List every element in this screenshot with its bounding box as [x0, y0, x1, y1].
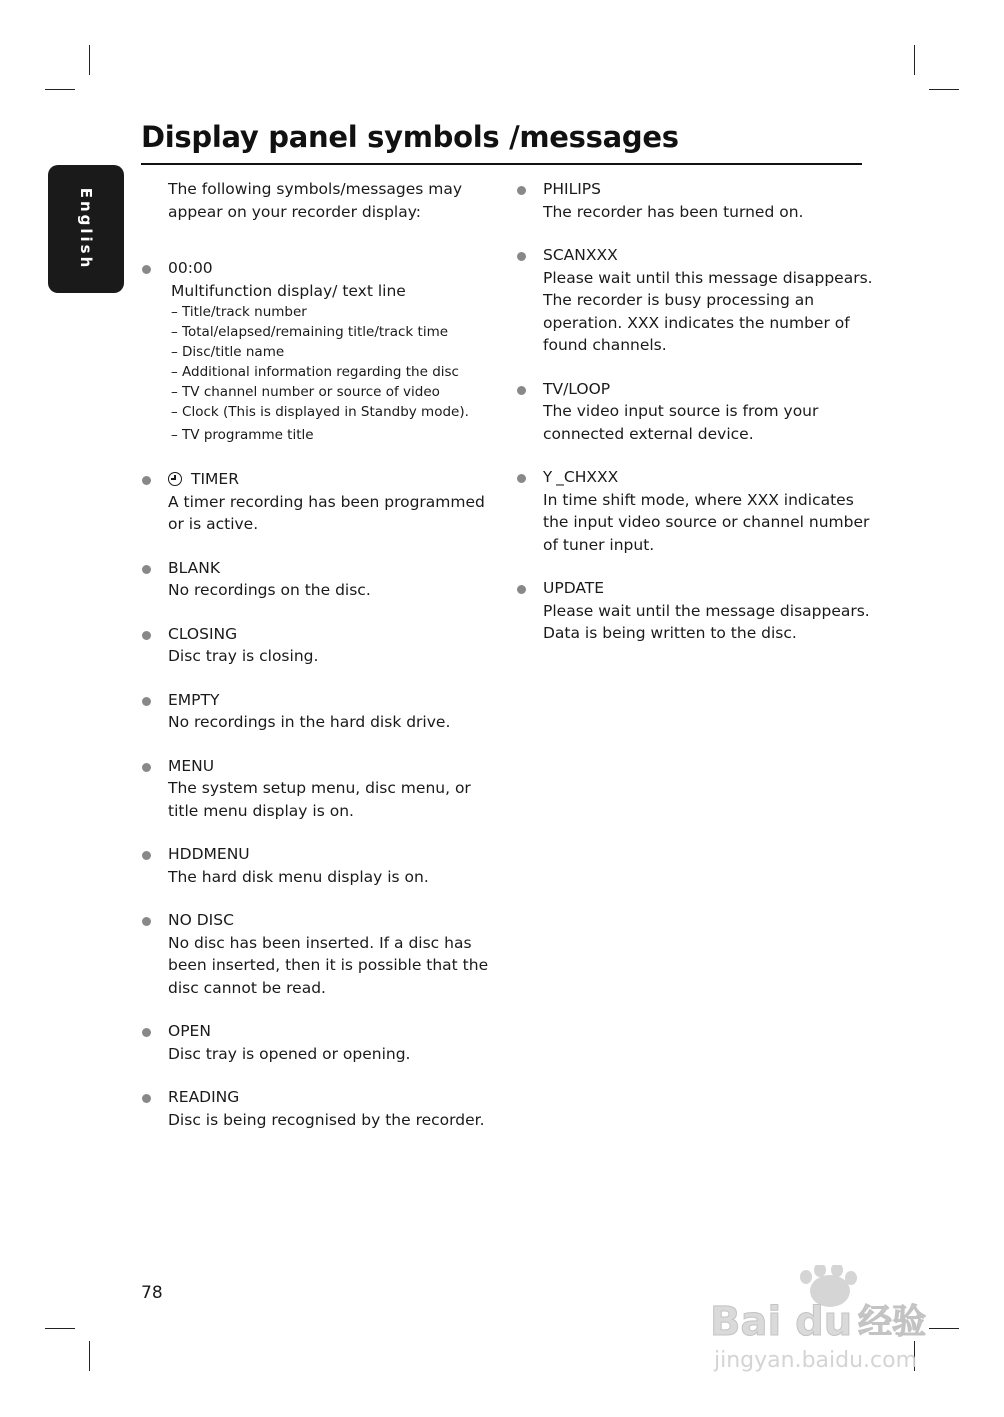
entry-heading: CLOSING	[168, 624, 238, 643]
bullet-icon	[517, 474, 526, 483]
right-column	[543, 178, 873, 666]
sub-item: – Title/track number	[171, 304, 307, 320]
baidu-watermark	[710, 1265, 950, 1375]
crop-mark	[45, 89, 75, 90]
entry-description: Disc is being recognised by the recorder.	[168, 1110, 485, 1129]
entry-description: Disc tray is opened or opening.	[168, 1044, 411, 1063]
bullet-icon	[142, 476, 151, 485]
entry-heading: TIMER	[191, 470, 239, 488]
watermark-chinese: 经验	[858, 1302, 926, 1342]
list-item	[168, 689, 498, 734]
list-item	[543, 577, 873, 645]
bullet-icon	[142, 1028, 151, 1037]
bullet-icon	[142, 631, 151, 640]
entry-heading: _CHXXX	[556, 468, 619, 486]
list-item	[168, 1086, 498, 1131]
entry-heading: TV/LOOP	[543, 379, 611, 398]
left-column	[168, 178, 498, 1152]
sub-item: – TV programme title	[171, 427, 314, 443]
entry-heading: OPEN	[168, 1022, 211, 1040]
entry-description: Please wait until this message disappears. The recorder is busy processing an operation. XXX indicates the number of found channels.	[543, 268, 873, 354]
list-item	[168, 843, 498, 888]
entry-description: The hard disk menu display is on.	[168, 867, 429, 886]
bullet-icon	[142, 851, 151, 860]
list-item	[168, 623, 498, 668]
bullet-icon	[142, 265, 151, 274]
watermark-url: jingyan.baidu.com	[714, 1348, 918, 1373]
entry-heading: PHILIPS	[543, 180, 601, 198]
sub-item-list	[168, 280, 498, 448]
bullet-icon	[142, 565, 151, 574]
list-item	[543, 244, 873, 357]
entry-heading: UPDATE	[543, 579, 605, 597]
watermark-brand: Bai du	[710, 1299, 853, 1345]
list-item	[168, 755, 498, 823]
crop-mark	[914, 45, 915, 75]
bullet-icon	[142, 1094, 151, 1103]
list-item	[168, 1020, 498, 1065]
sub-item: – TV channel number or source of video	[171, 384, 440, 400]
page-number: 78	[141, 1283, 163, 1303]
bullet-icon	[517, 186, 526, 195]
entry-heading: SCANXXX	[543, 246, 618, 264]
list-item	[543, 466, 873, 556]
entry-heading: MENU	[168, 756, 215, 775]
entry-description: The video input source is from your connected external device.	[543, 402, 819, 443]
entry-description: No recordings on the disc.	[168, 581, 371, 599]
entry-description: No recordings in the hard disk drive.	[168, 713, 451, 731]
crop-mark	[45, 1328, 75, 1329]
bullet-icon	[517, 252, 526, 261]
antenna-icon: Y	[543, 468, 553, 486]
language-tab	[48, 165, 124, 293]
entry-description: The system setup menu, disc menu, or title menu display is on.	[168, 779, 471, 820]
language-tab-label: English	[77, 187, 95, 271]
intro-text: The following symbols/messages may appear on your recorder display:	[168, 180, 463, 221]
entry-description: In time shift mode, where XXX indicates the input video source or channel number of tuner input.	[543, 490, 870, 554]
entry-heading: EMPTY	[168, 690, 220, 709]
sub-item: – Total/elapsed/remaining title/track time	[171, 324, 449, 340]
bullet-icon	[142, 917, 151, 926]
sub-item: – Clock (This is displayed in Standby mode).	[171, 404, 469, 420]
clock-icon	[168, 472, 182, 486]
sub-item: Multifunction display/ text line	[171, 281, 406, 300]
bullet-icon	[142, 763, 151, 772]
list-item	[543, 378, 873, 446]
entry-heading: BLANK	[168, 558, 220, 577]
list-item	[168, 557, 498, 602]
entry-description: Please wait until the message disappears. Data is being written to the disc.	[543, 601, 870, 642]
title-underline	[141, 163, 862, 165]
sub-item: – Additional information regarding the disc	[171, 364, 459, 380]
entry-heading-row	[168, 468, 498, 491]
entry-heading: READING	[168, 1088, 240, 1106]
crop-mark	[89, 1341, 90, 1371]
sub-item: – Disc/title name	[171, 344, 285, 360]
entry-description: No disc has been inserted. If a disc has been inserted, then it is possible that the disc cannot be read.	[168, 933, 489, 997]
bullet-icon	[517, 585, 526, 594]
crop-mark	[89, 45, 90, 75]
entry-description: A timer recording has been programmed or is active.	[168, 492, 485, 533]
entry-description: Disc tray is closing.	[168, 647, 319, 665]
crop-mark	[929, 89, 959, 90]
entry-heading: HDDMENU	[168, 845, 250, 863]
bullet-icon	[517, 386, 526, 395]
list-item	[168, 468, 498, 536]
list-item	[168, 257, 498, 447]
page-title: Display panel symbols /messages	[141, 120, 679, 154]
entry-description: The recorder has been turned on.	[543, 202, 804, 221]
list-item	[168, 909, 498, 999]
entry-heading: NO DISC	[168, 911, 234, 929]
list-item	[543, 178, 873, 223]
entry-heading: 00:00	[168, 259, 213, 277]
bullet-icon	[142, 697, 151, 706]
entry-heading-row	[543, 466, 873, 489]
